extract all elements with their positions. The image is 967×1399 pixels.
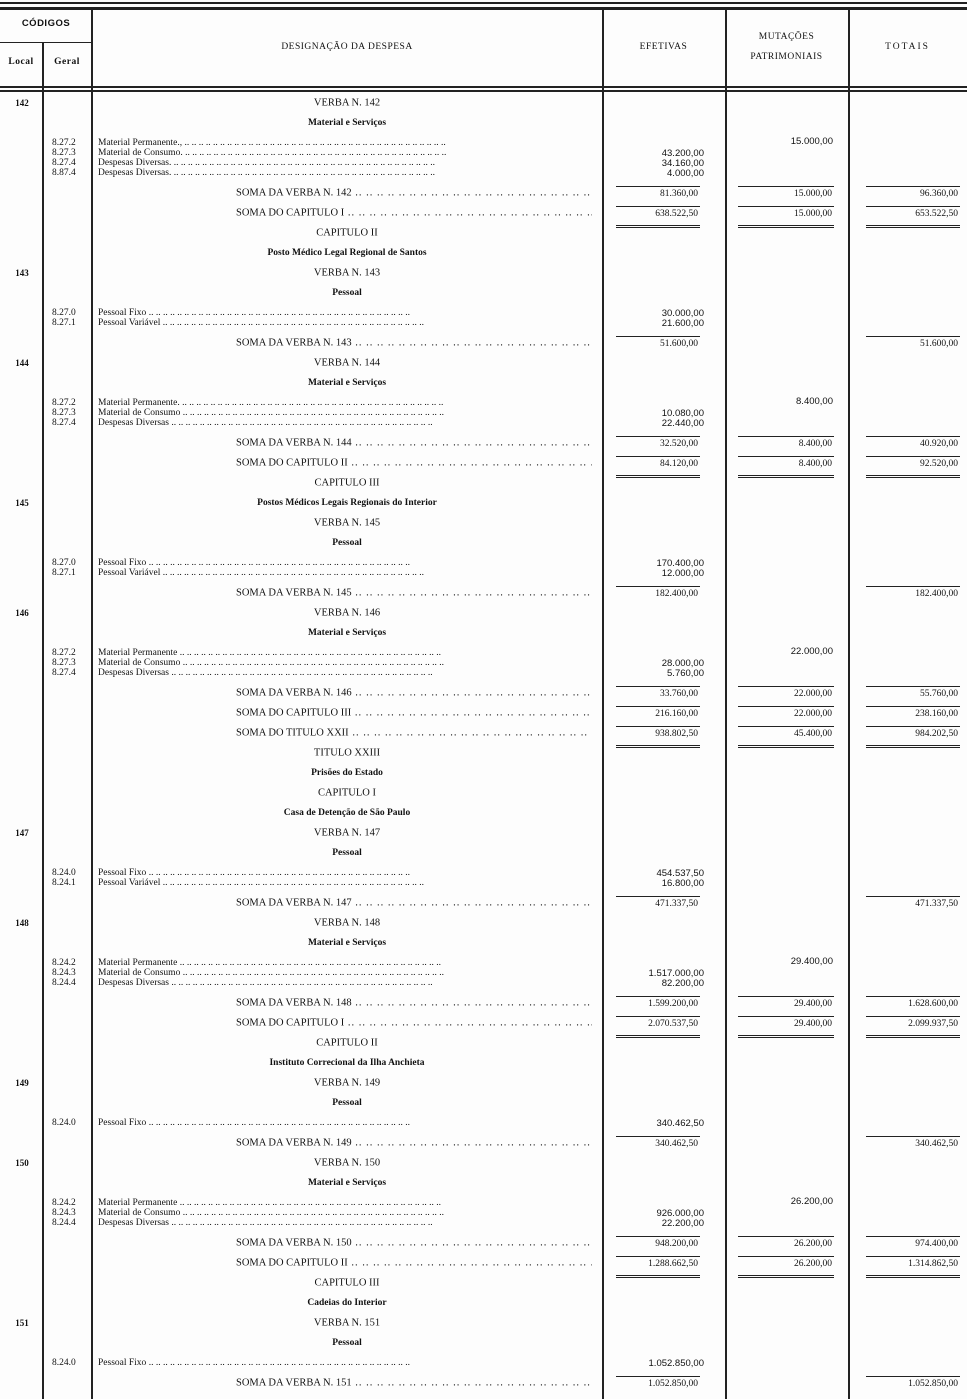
mutacoes-value: 8.400,00 — [796, 396, 833, 407]
line-item — [0, 1358, 600, 1368]
items-block — [0, 553, 967, 583]
efetivas-value: 16.800,00 — [661, 878, 704, 889]
item-code: 8.24.4 — [52, 1218, 76, 1228]
heading-row — [0, 1053, 967, 1073]
items-block — [0, 303, 967, 333]
sum-row — [0, 333, 967, 353]
header-geral: Geral — [54, 57, 80, 67]
header-patrimoniais: PATRIMONIAIS — [750, 52, 823, 62]
efetivas-value: 82.200,00 — [661, 978, 704, 989]
sum-efetivas: 471.337,50 — [616, 896, 700, 910]
efetivas-value: 22.440,00 — [661, 418, 704, 429]
section-heading: Posto Médico Legal Regional de Santos — [267, 248, 427, 258]
efetivas-value: 30.000,00 — [661, 308, 704, 319]
efetivas-value: 21.600,00 — [661, 318, 704, 329]
sum-row — [0, 893, 967, 913]
item-code: 8.27.0 — [52, 308, 76, 318]
sum-row — [0, 683, 967, 703]
section-heading: Pessoal — [332, 1098, 362, 1108]
section-heading: Material e Serviços — [307, 628, 387, 638]
heading-row — [0, 1153, 967, 1173]
sum-mutacoes: 8.400,00 — [738, 436, 834, 450]
efetivas-value: 454.537,50 — [656, 868, 704, 879]
item-label: Pessoal Variável .. .. — [98, 878, 598, 888]
section-heading: Instituto Correcional da Ilha Anchieta — [269, 1058, 425, 1068]
section-heading: Cadeias do Interior — [307, 1298, 387, 1308]
sum-efetivas: 81.360,00 — [616, 186, 700, 200]
heading-row — [0, 93, 967, 113]
efetivas-value: 340.462,50 — [656, 1118, 704, 1129]
sum-label: SOMA DO CAPITULO II .. .. — [236, 458, 592, 469]
heading-row — [0, 823, 967, 843]
mutacoes-value: 22.000,00 — [790, 646, 833, 657]
sum-row — [0, 453, 967, 473]
efetivas-value: 926.000,00 — [656, 1208, 704, 1219]
local-code: 149 — [15, 1078, 29, 1088]
heading-row — [0, 473, 967, 493]
item-code: 8.24.3 — [52, 1208, 76, 1218]
item-code: 8.27.3 — [52, 408, 76, 418]
line-item — [0, 1218, 600, 1228]
item-label: Material de Consumo .. .. — [98, 408, 598, 418]
line-item — [0, 558, 600, 568]
sum-totais: 55.760,00 — [866, 686, 960, 700]
line-item — [0, 318, 600, 328]
items-block — [0, 953, 967, 993]
sum-efetivas: 638.522,50 — [616, 206, 700, 228]
mutacoes-value: 29.400,00 — [790, 956, 833, 967]
item-label: Material de Consumo .. .. — [98, 658, 598, 668]
item-code: 8.27.3 — [52, 658, 76, 668]
sum-mutacoes: 26.200,00 — [738, 1256, 834, 1278]
sum-row — [0, 433, 967, 453]
sum-mutacoes: 45.400,00 — [738, 726, 834, 748]
sum-efetivas: 340.462,50 — [616, 1136, 700, 1150]
sum-row — [0, 723, 967, 743]
sum-label: SOMA DA VERBA N. 148 .. .. — [236, 998, 592, 1009]
section-heading: VERBA N. 150 — [313, 1157, 381, 1169]
local-code: 144 — [15, 358, 29, 368]
sum-label: SOMA DO CAPITULO I .. .. — [236, 1018, 592, 1029]
sum-row — [0, 1253, 967, 1273]
sum-row — [0, 993, 967, 1013]
section-heading: Pessoal — [332, 848, 362, 858]
efetivas-value: 5.760,00 — [667, 668, 704, 679]
line-item — [0, 878, 600, 888]
sum-mutacoes: 22.000,00 — [738, 706, 834, 720]
section-heading: VERBA N. 151 — [313, 1317, 381, 1329]
item-label: Despesas Diversas. .. .. — [98, 158, 598, 168]
item-code: 8.27.3 — [52, 148, 76, 158]
heading-row — [0, 493, 967, 513]
heading-row — [0, 283, 967, 303]
sum-mutacoes: 22.000,00 — [738, 686, 834, 700]
section-heading: Pessoal — [332, 288, 362, 298]
line-item — [0, 868, 600, 878]
sum-efetivas: 32.520,00 — [616, 436, 700, 450]
sum-totais: 1.314.862,50 — [866, 1256, 960, 1278]
sum-mutacoes: 15.000,00 — [738, 206, 834, 228]
budget-rows — [0, 93, 967, 1393]
item-label: Pessoal Fixo .. .. — [98, 1358, 598, 1368]
section-heading: Material e Serviços — [307, 938, 387, 948]
sum-totais: 238.160,00 — [866, 706, 960, 720]
section-heading: CAPITULO II — [316, 227, 378, 239]
sum-mutacoes: 15.000,00 — [738, 186, 834, 200]
sum-efetivas: 182.400,00 — [616, 586, 700, 600]
sum-totais: 340.462,50 — [866, 1136, 960, 1150]
sum-totais: 92.520,00 — [866, 456, 960, 478]
heading-row — [0, 1033, 967, 1053]
header-designacao: DESIGNAÇÃO DA DESPESA — [281, 42, 413, 52]
sum-label: SOMA DA VERBA N. 147 .. .. — [236, 898, 592, 909]
sum-totais: 1.628.600,00 — [866, 996, 960, 1010]
item-code: 8.27.2 — [52, 138, 76, 148]
section-heading: Material e Serviços — [307, 1178, 387, 1188]
sum-efetivas: 216.160,00 — [616, 706, 700, 720]
efetivas-value: 43.200,00 — [661, 148, 704, 159]
items-block — [0, 1353, 967, 1373]
sum-row — [0, 583, 967, 603]
sum-totais: 2.099.937,50 — [866, 1016, 960, 1038]
heading-row — [0, 933, 967, 953]
sum-totais: 653.522,50 — [866, 206, 960, 228]
section-heading: VERBA N. 144 — [313, 357, 381, 369]
line-item — [0, 138, 600, 148]
codigos-rule — [0, 42, 92, 43]
heading-row — [0, 843, 967, 863]
header-mutacoes: MUTAÇÕES — [758, 32, 815, 42]
sum-row — [0, 183, 967, 203]
sum-row — [0, 1233, 967, 1253]
item-code: 8.24.1 — [52, 878, 76, 888]
line-item — [0, 398, 600, 408]
line-item — [0, 308, 600, 318]
sum-label: SOMA DA VERBA N. 151 .. .. — [236, 1378, 592, 1389]
line-item — [0, 1198, 600, 1208]
heading-row — [0, 1273, 967, 1293]
line-item — [0, 668, 600, 678]
line-item — [0, 408, 600, 418]
sum-totais: 40.920,00 — [866, 436, 960, 450]
header-codigos-label: CÓDIGOS — [21, 18, 71, 29]
items-block — [0, 1113, 967, 1133]
line-item — [0, 648, 600, 658]
section-heading: VERBA N. 142 — [313, 97, 381, 109]
header-local: Local — [8, 57, 34, 67]
heading-row — [0, 1073, 967, 1093]
item-code: 8.27.4 — [52, 418, 76, 428]
efetivas-value: 4.000,00 — [667, 168, 704, 179]
local-code: 145 — [15, 498, 29, 508]
section-heading: VERBA N. 143 — [313, 267, 381, 279]
section-heading: VERBA N. 149 — [313, 1077, 381, 1089]
efetivas-value: 1.052.850,00 — [648, 1358, 704, 1369]
heading-row — [0, 1313, 967, 1333]
sum-row — [0, 203, 967, 223]
item-code: 8.27.0 — [52, 558, 76, 568]
local-code: 151 — [15, 1318, 29, 1328]
sum-row — [0, 1013, 967, 1033]
section-heading: Postos Médicos Legais Regionais do Interior — [257, 498, 437, 508]
item-label: Material Permanente., .. .. — [98, 138, 598, 148]
sum-totais: 984.202,50 — [866, 726, 960, 748]
item-code: 8.24.4 — [52, 978, 76, 988]
item-label: Material de Consumo. .. .. — [98, 148, 598, 158]
sum-efetivas: 1.288.662,50 — [616, 1256, 700, 1278]
heading-row — [0, 803, 967, 823]
item-label: Pessoal Fixo .. .. — [98, 308, 598, 318]
sum-mutacoes: 26.200,00 — [738, 1236, 834, 1250]
section-heading: VERBA N. 145 — [313, 517, 381, 529]
efetivas-value: 1.517.000,00 — [648, 968, 704, 979]
local-code: 147 — [15, 828, 29, 838]
line-item — [0, 978, 600, 988]
header-efetivas: EFETIVAS — [639, 42, 688, 52]
heading-row — [0, 263, 967, 283]
line-item — [0, 968, 600, 978]
sum-label: SOMA DA VERBA N. 143 .. .. — [236, 338, 592, 349]
item-code: 8.27.1 — [52, 318, 76, 328]
heading-row — [0, 1173, 967, 1193]
section-heading: Casa de Detenção de São Paulo — [283, 808, 411, 818]
item-label: Pessoal Fixo .. .. — [98, 558, 598, 568]
sum-label: SOMA DA VERBA N. 150 .. .. — [236, 1238, 592, 1249]
header-rule — [0, 90, 967, 92]
line-item — [0, 1208, 600, 1218]
heading-row — [0, 1093, 967, 1113]
sum-totais: 182.400,00 — [866, 586, 960, 600]
section-heading: Pessoal — [332, 1338, 362, 1348]
item-label: Material de Consumo .. .. — [98, 968, 598, 978]
item-label: Despesas Diversas. .. .. — [98, 168, 598, 178]
item-code: 8.27.4 — [52, 158, 76, 168]
item-code: 8.27.2 — [52, 398, 76, 408]
heading-row — [0, 513, 967, 533]
line-item — [0, 168, 600, 178]
local-code: 143 — [15, 268, 29, 278]
line-item — [0, 418, 600, 428]
heading-row — [0, 763, 967, 783]
sum-mutacoes: 29.400,00 — [738, 1016, 834, 1038]
efetivas-value: 28.000,00 — [661, 658, 704, 669]
sum-efetivas: 51.600,00 — [616, 336, 700, 350]
sum-row — [0, 1373, 967, 1393]
section-heading: CAPITULO III — [314, 1277, 380, 1289]
sum-efetivas: 1.052.850,00 — [616, 1376, 700, 1390]
mutacoes-value: 26.200,00 — [790, 1196, 833, 1207]
item-code: 8.27.4 — [52, 668, 76, 678]
section-heading: Pessoal — [332, 538, 362, 548]
item-label: Pessoal Variável .. .. — [98, 568, 598, 578]
sum-label: SOMA DO CAPITULO I .. .. — [236, 208, 592, 219]
section-heading: TITULO XXIII — [313, 747, 381, 759]
item-code: 8.24.0 — [52, 868, 76, 878]
header-codigos — [0, 18, 92, 29]
section-heading: Material e Serviços — [307, 118, 387, 128]
heading-row — [0, 243, 967, 263]
top-rule — [0, 2, 967, 4]
items-block — [0, 1193, 967, 1233]
item-label: Despesas Diversas .. .. — [98, 978, 598, 988]
item-code: 8.24.2 — [52, 958, 76, 968]
item-code: 8.24.0 — [52, 1358, 76, 1368]
line-item — [0, 958, 600, 968]
heading-row — [0, 623, 967, 643]
item-label: Material de Consumo .. .. — [98, 1208, 598, 1218]
item-label: Material Permanente .. .. — [98, 1198, 598, 1208]
heading-row — [0, 603, 967, 623]
sum-efetivas: 2.070.537,50 — [616, 1016, 700, 1038]
item-code: 8.24.0 — [52, 1118, 76, 1128]
section-heading: Material e Serviços — [307, 378, 387, 388]
heading-row — [0, 373, 967, 393]
heading-row — [0, 223, 967, 243]
heading-row — [0, 533, 967, 553]
section-heading: CAPITULO III — [314, 477, 380, 489]
top-rule — [0, 7, 967, 10]
item-code: 8.24.2 — [52, 1198, 76, 1208]
line-item — [0, 658, 600, 668]
item-label: Pessoal Variável .. .. — [98, 318, 598, 328]
heading-row — [0, 743, 967, 763]
sum-mutacoes: 29.400,00 — [738, 996, 834, 1010]
section-heading: VERBA N. 146 — [313, 607, 381, 619]
header-totais: TOTAIS — [885, 42, 930, 52]
item-code: 8.87.4 — [52, 168, 76, 178]
item-code: 8.27.2 — [52, 648, 76, 658]
efetivas-value: 12.000,00 — [661, 568, 704, 579]
sum-efetivas: 948.200,00 — [616, 1236, 700, 1250]
sum-totais: 96.360,00 — [866, 186, 960, 200]
section-heading: CAPITULO II — [316, 1037, 378, 1049]
sum-label: SOMA DA VERBA N. 142 .. .. — [236, 188, 592, 199]
items-block — [0, 133, 967, 183]
item-code: 8.27.1 — [52, 568, 76, 578]
sum-row — [0, 703, 967, 723]
sum-label: SOMA DA VERBA N. 145 .. .. — [236, 588, 592, 599]
section-heading: CAPITULO I — [317, 787, 377, 799]
line-item — [0, 158, 600, 168]
section-heading: VERBA N. 147 — [313, 827, 381, 839]
sum-efetivas: 938.802,50 — [616, 726, 700, 748]
line-item — [0, 1118, 600, 1128]
heading-row — [0, 1333, 967, 1353]
sum-label: SOMA DA VERBA N. 144 .. .. — [236, 438, 592, 449]
sum-label: SOMA DO TITULO XXII .. .. — [236, 728, 592, 739]
header-rule — [0, 86, 967, 88]
sum-label: SOMA DO CAPITULO II .. .. — [236, 1258, 592, 1269]
heading-row — [0, 913, 967, 933]
item-label: Despesas Diversas .. .. — [98, 668, 598, 678]
efetivas-value: 34.160,00 — [661, 158, 704, 169]
line-item — [0, 568, 600, 578]
items-block — [0, 863, 967, 893]
sum-efetivas: 33.760,00 — [616, 686, 700, 700]
efetivas-value: 170.400,00 — [656, 558, 704, 569]
heading-row — [0, 353, 967, 373]
sum-label: SOMA DA VERBA N. 146 .. .. — [236, 688, 592, 699]
section-heading: Prisões do Estado — [311, 768, 383, 778]
sum-mutacoes: 8.400,00 — [738, 456, 834, 478]
mutacoes-value: 15.000,00 — [790, 136, 833, 147]
sum-efetivas: 1.599.200,00 — [616, 996, 700, 1010]
efetivas-value: 10.080,00 — [661, 408, 704, 419]
item-label: Material Permanente .. .. — [98, 648, 598, 658]
items-block — [0, 393, 967, 433]
items-block — [0, 643, 967, 683]
heading-row — [0, 783, 967, 803]
item-label: Material Permanente .. .. — [98, 958, 598, 968]
line-item — [0, 148, 600, 158]
efetivas-value: 22.200,00 — [661, 1218, 704, 1229]
heading-row — [0, 113, 967, 133]
sum-totais: 471.337,50 — [866, 896, 960, 910]
local-code: 150 — [15, 1158, 29, 1168]
local-code: 148 — [15, 918, 29, 928]
local-code: 142 — [15, 98, 29, 108]
sum-efetivas: 84.120,00 — [616, 456, 700, 478]
local-code: 146 — [15, 608, 29, 618]
item-label: Despesas Diversas .. .. — [98, 418, 598, 428]
sum-row — [0, 1133, 967, 1153]
item-label: Despesas Diversas .. .. — [98, 1218, 598, 1228]
section-heading: VERBA N. 148 — [313, 917, 381, 929]
sum-label: SOMA DO CAPITULO III .. .. — [236, 708, 592, 719]
heading-row — [0, 1293, 967, 1313]
item-code: 8.24.3 — [52, 968, 76, 978]
item-label: Material Permanente. .. .. — [98, 398, 598, 408]
sum-totais: 974.400,00 — [866, 1236, 960, 1250]
item-label: Pessoal Fixo .. .. — [98, 1118, 598, 1128]
sum-totais: 1.052.850,00 — [866, 1376, 960, 1390]
item-label: Pessoal Fixo .. .. — [98, 868, 598, 878]
sum-totais: 51.600,00 — [866, 336, 960, 350]
sum-label: SOMA DA VERBA N. 149 .. .. — [236, 1138, 592, 1149]
